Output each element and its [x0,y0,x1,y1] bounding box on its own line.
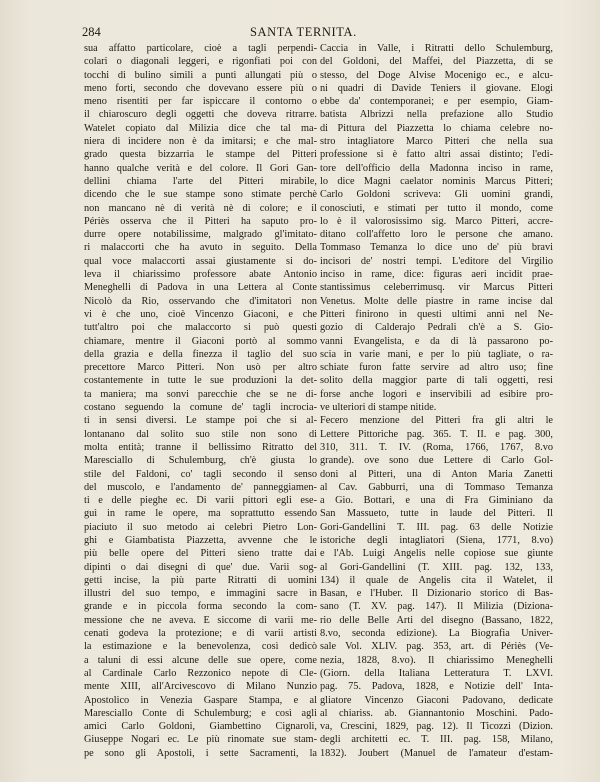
text-line: ghi e Giambatista Piazzetta, avvenne che le [84,534,317,546]
text-line: sale Vol. XLIV. pag. 353, art. di Périès (Ve- [320,641,553,653]
text-line: doni al Pitteri, una di Anton Maria Zanetti [320,468,553,480]
text-line: dicendo che le sue stampe sono stimate perchè [84,189,317,201]
text-line: molta entità; tranne il bellissimo Ritratto del [84,441,317,453]
text-line: (Giorn. della Italiana Letteratura T. LXVI. [320,667,553,679]
text-line: hanno qualche verità e del colore. Il Gori Gan- [84,162,317,174]
text-line: Périès osserva che il Pitteri ha saputo pro- [84,215,317,227]
text-line: 134) il quale de Angelis cita il Watelet, il [320,574,553,586]
text-line: va, Crescini, 1829, pag. 12). Il Ticozzi (Dizion. [320,721,553,733]
text-line: Basan, e l'Huber. Il Dizionario storico di Bas- [320,588,553,600]
text-line: amici Carlo Goldoni, Giambettino Cignaroli, [84,721,317,733]
text-line: Venetus. Molte delle piastre in rame incise dal [320,295,553,307]
text-line: guì in rame le opere, ma soprattutto essendo [84,508,317,520]
text-line: costano seguendo la comune de' tagli incrocia- [84,402,317,414]
text-line: non mancano nè di verità nè di colore; e il [84,202,317,214]
text-line: stile del Faldoni, co' tagli secondo il senso [84,468,317,480]
text-line: il chiaroscuro degli oggetti che doveva ritrarre. [84,109,317,121]
text-line: inciso in rame, dice: figuras aeri incidit prae- [320,269,553,281]
text-line: grande e in piccola forma secondo la com- [84,601,317,613]
text-line: ti e delle pieghe ec. Di varii pittori egli ese- [84,495,317,507]
text-line: lontanano dal solito suo stile non sono di [84,428,317,440]
text-line: colari o diagonali leggeri, e rigonfiati poi con [84,56,317,68]
text-line: Caccia in Valle, i Ritratti dello Schulemburg, [320,43,553,54]
text-line: Apostolico in Venezia Gaspare Stampa, e al [84,694,317,706]
text-line: professione si è fatto altri assai distinto; l'edi- [320,149,553,161]
text-line: Nicolò da Rio, osservando che d'imitatori non [84,295,317,307]
text-line: qual voce malaccorti assai giustamente si do- [84,255,317,267]
text-line: sano (T. XV. pag. 147). Il Milizia (Diziona- [320,601,553,613]
text-line: ve ulteriori di stampe nitide. [320,402,437,414]
text-line: della grazia e della finezza il taglio del suo [84,348,317,360]
text-line: messione che ne aveva. E siccome di varii me- [84,614,317,626]
text-line: forse anche logori e inservibili ad esibire pro- [320,388,553,400]
text-line: vi è che uno, cioè Vincenzo Giaconi, e che [84,308,317,320]
text-line: al chiariss. ab. Giannantonio Moschini. Pado- [320,707,553,719]
text-line: Fecero menzione del Pitteri fra gli altri le [320,415,553,427]
text-line: ti in sensi diversi. Le stampe poi che si al- [84,415,317,427]
text-line: ni quadri di Davide Teniers il giovane. Elogi [320,82,553,94]
text-line: lo è il valorosissimo sig. Marco Pitteri, accre- [320,215,553,227]
text-line: Maresciallo Conte di Schulemburg; e così agli [84,707,317,719]
text-line: pe sono gli Apostoli, i sette Sacramenti, la [84,747,317,759]
right-text-column [320,42,553,760]
text-line: grado questa bizzarria le stampe del Pitteri [84,149,317,161]
text-line: al Cav. Gabburri, una di Tommaso Temanza [320,481,553,493]
text-line: del Goldoni, del Maffei, del Piazzetta, di se [320,56,553,68]
text-line: chiamare, mentre il Giaconi portò al sommo [84,335,317,347]
text-line: cenati godeva la protezione; e di varii artisti [84,628,317,640]
text-line: pag. 75. Padova, 1828, e Notizie dell' Inta- [320,681,553,693]
text-line: piaciuto il suo metodo ai celebri Pietro Lon- [84,521,317,533]
text-line: stro intagliatore Marco Pitteri che nella sua [320,136,553,148]
text-line: istoriche degli intagliatori (Siena, 1771, 8.vo) [320,534,553,546]
text-line: Carlo Goldoni scriveva: Gli uomini grandi, [320,189,553,201]
text-line: 1832). Joubert (Manuel de l'amateur d'estam- [320,747,553,759]
text-line: scia in varie mani, e per lo più tagliate, o ra- [320,348,553,360]
text-line: nezia, 1828, 8.vo). Il chiarissimo Meneghelli [320,654,553,666]
text-line: ebbe da' contemporanei; e per esempio, Giam- [320,96,553,108]
text-line: meno forti, secondo che dovevano essere più o [84,82,317,94]
text-line: vanni Evangelista, e da di là passarono po- [320,335,553,347]
text-line: 8.vo, seconda edizione). La Biografia Univer- [320,628,553,640]
text-line: San Massueto, tutte in laude del Pitteri. Il [320,508,553,520]
text-line: la estimazione e la benevolenza, così dedicò [84,641,317,653]
page-header [82,25,548,41]
text-line: gozio di Calderajo Pedrali ch'è a S. Gio- [320,322,553,334]
left-text-column [84,42,317,760]
page-number: 284 [82,25,101,39]
text-line: schiate furon fatte servire ad altro uso; fine [320,362,553,374]
text-line: getti incise, la più parte Ritratti di uomini [84,574,317,586]
text-line: rio delle Belle Arti del disegno (Bassano, 1822, [320,614,553,626]
text-line: degli architetti ec. T. III. pag. 158, Milano, [320,734,553,746]
text-line: a Gio. Bottari, e una di Fra Giminiano da [320,495,553,507]
text-line: Maresciallo di Schulemburg, ch'è giusta lo [84,455,317,467]
text-line: di Pittura del Piazzetta lo chiama celebre no- [320,122,553,134]
text-line: durre opere notabilissime, malgrado gl'imitato- [84,229,317,241]
text-line: ri malaccorti che ha avuto in seguito. Della [84,242,317,254]
text-line: costantemente in tutte le sue produzioni la det- [84,375,317,387]
text-line: al Cardinale Carlo Rezzonico nepote di Cle- [84,667,317,679]
text-line: batista Albrizzi nella prefazione allo Studio [320,109,553,121]
text-line: dellini chiama l'arte del Pitteri mirabile, [84,175,317,187]
text-line: tore dell'officio della Madonna inciso in rame, [320,162,553,174]
text-line: leva il chiarissimo professore abate Antonio [84,269,317,281]
text-line: Lettere Pittoriche pag. 365. T. II. e pag. 300, [320,428,553,440]
text-line: Gori-Gandellini T. III. pag. 63 delle Notizie [320,521,553,533]
text-line: ditano coll'affetto loro le persone che amano. [320,229,553,241]
text-line: tutt'altro poi che malaccorto si può questi [84,322,317,334]
text-line: dipinti o dai disegni di que' due. Varii sog- [84,561,317,573]
text-line: precettore Marco Pitteri. Non usò per altro [84,362,317,374]
text-line: stantissimus celeberrimusq. vir Marcus Pitteri [320,282,553,294]
text-line: solito della maggior parte di tali oggetti, resi [320,375,553,387]
text-line: ta maniera; ma sonvi parecchie che se ne di- [84,388,317,400]
text-line: lo dice Magni caelator nominis Marcus Pitteri; [320,175,553,187]
text-line: a taluni di essi alcune delle sue opere, come [84,654,317,666]
text-line: del muscolo, e l'andamento de' panneggiamen- [84,481,317,493]
text-line: niera di incidere non è da imitarsi; e che mal- [84,136,317,148]
text-line: 310, 311. T. IV. (Roma, 1766, 1767, 8.vo [320,441,553,453]
text-line: grande). ove sono due Lettere di Carlo Gol- [320,455,553,467]
text-line: mente XIII, all'Arcivescovo di Milano Nunzio [84,681,317,693]
text-line: al Gori-Gandellini (T. XIII. pag. 132, 133, [320,561,553,573]
text-line: gliatore Vincenzo Giaconi Padovano, dedicate [320,694,553,706]
text-line: illustri del suo tempo, e immagini sacre in [84,588,317,600]
text-line: Meneghelli di Padova in una Lettera al Conte [84,282,317,294]
text-line: incisori de' nostri tempi. L'editore del Virgilio [320,255,553,267]
text-line: stesso, del Doge Alvise Mocenigo ec., e alcu- [320,69,553,81]
text-line: conosciuti, e stimati per tutto il mondo, come [320,202,553,214]
text-line: Giuseppe Nogari ec. Le più rinomate sue stam- [84,734,317,746]
text-line: Pitteri finirono in questi ultimi anni nel Ne- [320,308,553,320]
running-title: SANTA TERNITA. [250,25,357,39]
text-line: Watelet copiato dal Milizia dice che tal ma- [84,122,317,134]
text-line: Tommaso Temanza lo dice uno de' più bravi [320,242,553,254]
text-line: sua affatto particolare, cioè a tagli perpendi- [84,43,317,54]
text-line: tocchi di bulino simili a punti allungati più o [84,69,317,81]
text-line: meno risentiti per far ispiccare il contorno o [84,96,317,108]
text-line: più belle opere del Pitteri sieno tratte dai [84,548,317,560]
text-line: e l'Ab. Luigi Angelis nelle copiose sue giunte [320,548,553,560]
